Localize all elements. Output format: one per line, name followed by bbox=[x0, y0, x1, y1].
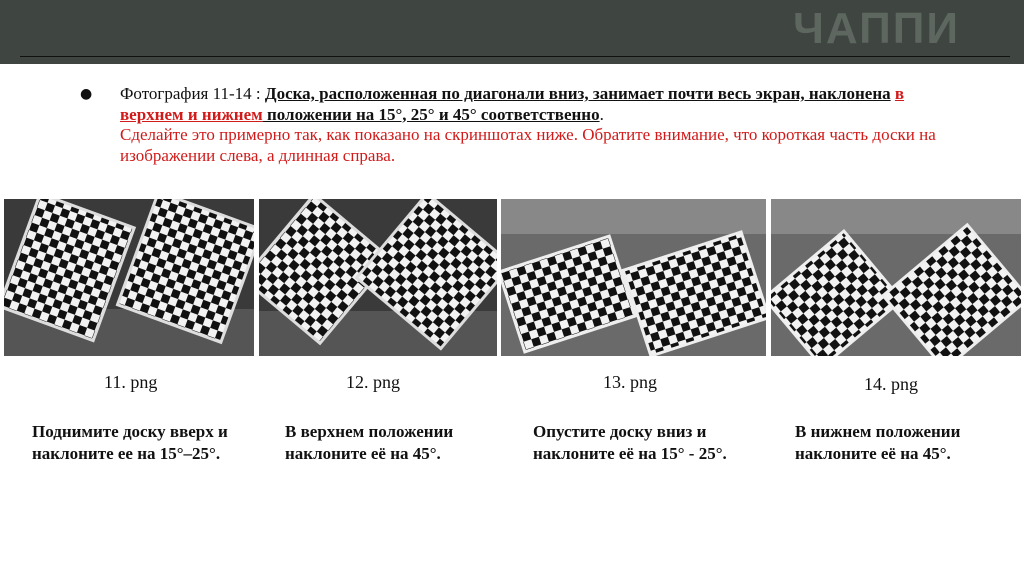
bullet-icon: ● bbox=[80, 86, 93, 102]
caption-12: 12. png bbox=[346, 372, 400, 392]
checkerboard-photo-11 bbox=[4, 199, 254, 356]
checkerboard-photo-12 bbox=[259, 199, 497, 356]
bullet-paragraph bbox=[80, 84, 946, 166]
bullet-text bbox=[120, 84, 946, 166]
header-rule bbox=[20, 56, 1010, 57]
screenshot-14 bbox=[771, 199, 1021, 356]
screenshot-13 bbox=[501, 199, 766, 356]
instruction-13: Опустите доску вниз и наклоните её на 15° - 25°. bbox=[533, 422, 727, 463]
bullet-lead: Фотография 11-14 : bbox=[120, 84, 265, 103]
bullet-period: . bbox=[599, 104, 604, 124]
bullet-underlined-part-2: положении на 15°, 25° и 45° соответственно bbox=[262, 104, 600, 124]
instruction-14: В нижнем положении наклоните её на 45°. bbox=[795, 422, 961, 463]
caption-11: 11. png bbox=[104, 372, 158, 392]
screenshot-strip bbox=[0, 199, 1024, 359]
instruction-12: В верхнем положении наклоните её на 45°. bbox=[285, 422, 454, 463]
instruction-11: Поднимите доску вверх и наклоните ее на 15°–25°. bbox=[32, 422, 228, 463]
caption-13: 13. png bbox=[603, 372, 657, 392]
bullet-red-underlined: в верхнем и нижнем bbox=[120, 84, 905, 124]
logo: ЧАППИ bbox=[793, 4, 960, 53]
checkerboard-photo-13 bbox=[501, 199, 766, 356]
header-bar bbox=[0, 0, 1024, 64]
screenshot-12 bbox=[259, 199, 497, 356]
screenshot-11 bbox=[4, 199, 254, 356]
bullet-red-note: Сделайте это примерно так, как показано на скриншотах ниже. Обратите внимание, что короткая часть доски на изображении слева, а длинная справа. bbox=[120, 125, 936, 165]
checkerboard-photo-14 bbox=[771, 199, 1021, 356]
bullet-underlined-part-1: Доска, расположенная по диагонали вниз, занимает почти весь экран, наклонена bbox=[264, 84, 891, 103]
caption-14: 14. png bbox=[864, 374, 918, 394]
